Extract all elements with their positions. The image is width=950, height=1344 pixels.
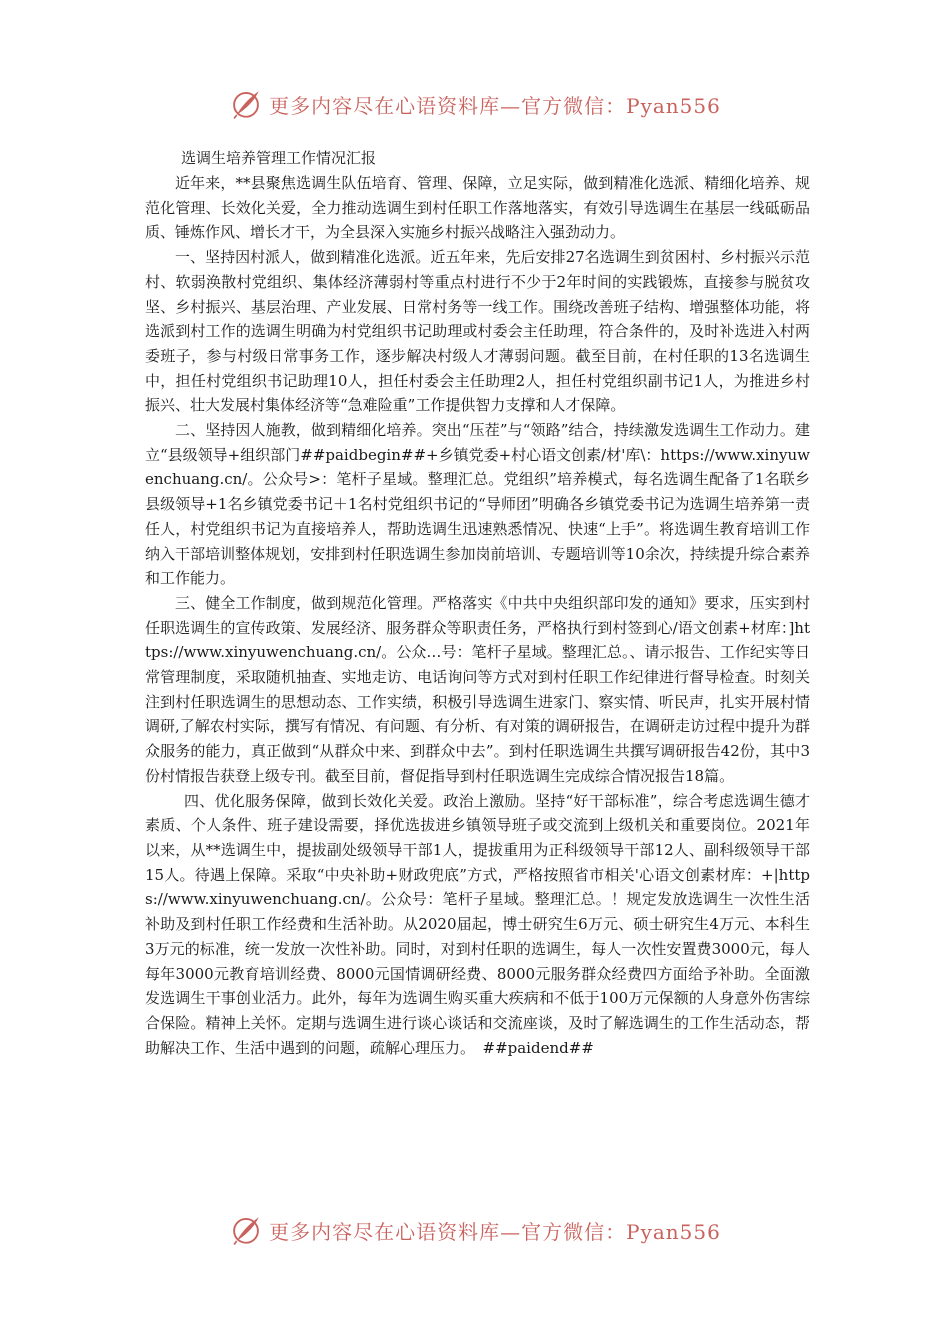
quill-logo-icon — [229, 1213, 263, 1247]
paragraph-intro: 近年来，**县聚焦选调生队伍培育、管理、保障，立足实际，做到精准化选派、精细化培养、规范化管理、长效化关爱，全力推动选调生到村任职工作落地落实，有效引导选调生在基层一线砥砺品质、锤炼作风、增长才干，为全县深入实施乡村振兴战略注入强劲动力。 — [145, 174, 810, 242]
paragraph-section-4: 四、优化服务保障，做到长效化关爱。政治上激励。坚持“好干部标准”，综合考虑选调生德才素质、个人条件、班子建设需要，择优选拔进乡镇领导班子或交流到上级机关和重要岗位。2021年以来，从**选调生中，提拔副处级领导干部1人，提拔重用为正科级领导干部12人、副科级领导干部15人。待遇上保障。采取“中央补助+财政兜底”方式，严格按照省市相关'心语文创素材库：+|https://www.xinyuwenchuang.cn/。公众号：笔杆子星域。整理汇总。！规定发放选调生一次性生活补助及到村任职工作经费和生活补助。从2020届起，博士研究生6万元、硕士研究生4万元、本科生3万元的标准，统一发放一次性补助。同时，对到村任职的选调生，每人一次性安置费3000元，每人每年3000元教育培训经费、8000元国情调研经费、8000元服务群众经费四方面给予补助。全面激发选调生干事创业活力。此外，每年为选调生购买重大疾病和不低于100万元保额的人身意外伤害综合保险。精神上关怀。定期与选调生进行谈心谈话和交流座谈，及时了解选调生的工作生活动态，帮助解决工作、生活中遇到的问题，疏解心理压力。 ##paidend## — [145, 791, 810, 1057]
paragraph-section-3: 三、健全工作制度，做到规范化管理。严格落实《中共中央组织部印发的通知》要求，压实到村任职选调生的宣传政策、发展经济、服务群众等职责任务，严格执行到村签到心/语文创素+材库：]https://www.xinyuwenchuang.cn/。公众…号：笔杆子星域。整理汇总。、请示报告、工作纪实等日常管理制度，采取随机抽查、实地走访、电话询问等方式对到村任职工作纪律进行督导检查。时刻关注到村任职选调生的思想动态、工作实绩，积极引导选调生进家门、察实情、听民声，扎实开展村情调研,了解农村实际，撰写有情况、有问题、有分析、有对策的调研报告，在调研走访过程中提升为群众服务的能力，真正做到“从群众中来、到群众中去”。到村任职选调生共撰写调研报告42份，其中3份村情报告获登上级专刊。截至目前，督促指导到村任职选调生完成综合情况报告18篇。 — [145, 593, 810, 785]
watermark-banner-bottom — [0, 1208, 950, 1252]
document-title: 选调生培养管理工作情况汇报 — [181, 149, 377, 167]
paragraph-section-1: 一、坚持因村派人，做到精准化选派。近五年来，先后安排27名选调生到贫困村、乡村振兴示范村、软弱涣散村党组织、集体经济薄弱村等重点村进行不少于2年时间的实践锻炼，直接参与脱贫攻坚、乡村振兴、基层治理、产业发展、日常村务等一线工作。围绕改善班子结构、增强整体功能，将选派到村工作的选调生明确为村党组织书记助理或村委会主任助理，符合条件的，及时补选进入村两委班子，参与村级日常事务工作，逐步解决村级人才薄弱问题。截至目前，在村任职的13名选调生中，担任村党组织书记助理10人，担任村委会主任助理2人，担任村党组织副书记1人，为推进乡村振兴、壮大发展村集体经济等“急难险重”工作提供智力支撑和人才保障。 — [145, 248, 810, 415]
watermark-banner-top — [0, 82, 950, 126]
paragraph-section-2: 二、坚持因人施教，做到精细化培养。突出“压茬”与“领路”结合，持续激发选调生工作动力。建立“县级领导+组织部门##paidbegin##+乡镇党委+村心语文创素/材'库\：https://www.xinyuwenchuang.cn/。公众号>：笔杆子星域。整理汇总。党组织”培养模式，每名选调生配备了1名联乡县级领导+1名乡镇党委书记＋1名村党组织书记的“导师团”明确各乡镇党委书记为选调生培养第一责任人，村党组织书记为直接培养人，帮助选调生迅速熟悉情况、快速“上手”。将选调生教育培训工作纳入干部培训整体规划，安排到村任职选调生参加岗前培训、专题培训等10余次，持续提升综合素养和工作能力。 — [145, 421, 810, 588]
quill-logo-icon — [229, 87, 263, 121]
watermark-text: 更多内容尽在心语资料库—官方微信：Pyan556 — [269, 93, 721, 118]
document-body — [145, 146, 810, 1060]
watermark-text: 更多内容尽在心语资料库—官方微信：Pyan556 — [269, 1219, 721, 1244]
